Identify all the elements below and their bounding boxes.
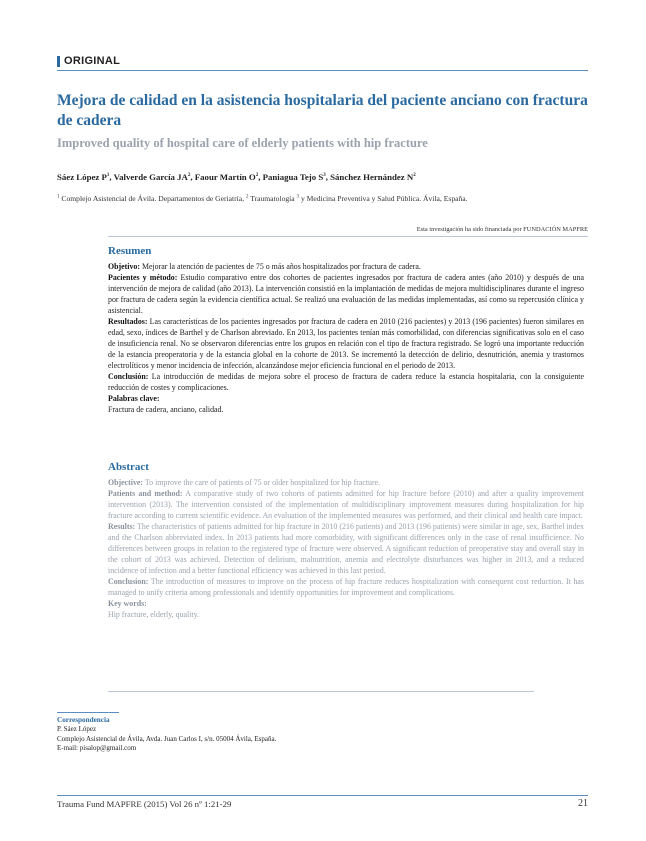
journal-citation: Trauma Fund MAPFRE (2015) Vol 26 nº 1:21-29: [57, 799, 232, 809]
correspondence: [57, 716, 276, 754]
resumen-pacientes-label: Pacientes y método:: [108, 273, 178, 282]
section-label: [57, 55, 120, 67]
correspondence-name: P. Sáez López: [57, 725, 97, 734]
funding-divider: [108, 236, 588, 237]
abstract-objective-text: To improve the care of patients of 75 or older hospitalized for hip fracture.: [143, 478, 381, 487]
header-divider: [57, 70, 588, 71]
resumen-resultados: [108, 316, 584, 371]
affiliation-mark: 1: [57, 194, 60, 200]
resumen-keywords-label: Palabras clave:: [108, 394, 160, 403]
abstract-keywords: Hip fracture, elderly, quality.: [108, 610, 199, 619]
author-name: Sáez López P: [57, 172, 107, 182]
resumen-objetivo-label: Objetivo:: [108, 262, 140, 271]
section-marker: [57, 56, 60, 67]
resumen-objetivo: [108, 261, 584, 272]
author-name: Sánchez Hernández N: [330, 172, 414, 182]
author-name: Valverde García JA: [113, 172, 188, 182]
resumen-pacientes: [108, 272, 584, 316]
abstract-patients-label: Patients and method:: [108, 489, 183, 498]
abstract-patients: [108, 488, 584, 521]
resumen-resultados-label: Resultados:: [108, 317, 148, 326]
funding-note: Esta investigación ha sido financiada por FUNDACIÓN MAPFRE: [416, 226, 588, 233]
author-affiliation-mark: 2: [255, 173, 259, 179]
author-affiliation-mark: 3: [323, 173, 326, 179]
affiliation-text: Complejo Asistencial de Ávila. Departamentos de Geriatría,: [61, 194, 245, 203]
affiliation-text: Traumatología: [250, 194, 295, 203]
abstract-divider: [108, 691, 534, 692]
correspondence-title: Correspondencia: [57, 716, 110, 724]
affiliation-text: y Medicina Preventiva y Salud Pública. Ávila, España.: [300, 194, 468, 203]
abstract-results-text: The characteristics of patients admitted for hip fracture in 2010 (216 patients) and 2013 (196 patients) were similar in age, sex, Barthel index and the Charlson abbreviated index. In 2013 patients had more comorbidity, with significant differences only in the case of renal insufficience. No differences between groups in relation to the registered type of fracture were observed. A significant reduction of preoperative stay and overall stay in the cohort of 2013 was achieved. Detection of delirium, malnutrition, anemia and electrolyte disturbances was higher in 2013, and a reduced incidence of infection and a better functional efficiency was achieved in this last period.: [108, 522, 584, 575]
correspondence-divider: [57, 712, 119, 713]
abstract-patients-text: A comparative study of two cohorts of patients admitted for hip fracture before (2010) and after a quality improvement intervention (2013). The intervention consisted of the implementation of multidisciplinary improvement measures during hospitalization for hip fracture according to current scientific evidence. An evaluation of the implemented measures was performed, and their clinical and health care impact.: [108, 489, 584, 520]
abstract-body: [108, 477, 584, 620]
author-list: Sáez López $P^1$, Valverde García $JA^2$, Faour Martín $O^2$, Paniagua Tejo $S^3$, Sánchez Hernández $N^2$: [57, 172, 416, 182]
resumen-keywords: Fractura de cadera, anciano, calidad.: [108, 405, 224, 414]
article-title: Mejora de calidad en la asistencia hospitalaria del paciente anciano con fractura de cadera: [57, 92, 588, 129]
correspondence-email: E-mail: pisalop@gmail.com: [57, 744, 137, 753]
abstract-objective-label: Objective:: [108, 478, 144, 487]
author-name: Paniagua Tejo S: [262, 172, 324, 182]
resumen-conclusion-label: Conclusión:: [108, 372, 149, 381]
author-affiliation-mark: 2: [187, 173, 191, 179]
resumen-resultados-text: Las características de los pacientes ingresados por fractura de cadera en 2010 (216 pacientes) y 2013 (196 pacientes) fueron similares en edad, sexo, índices de Barthel y de Charlson abreviado. En 2013, los pacientes tenían más comorbilidad, con diferencias significativas solo en el caso de insuficiencia renal. No se observaron diferencias entre los grupos en relación con el tipo de fractura registrado. Se logró una importante reducción de la estancia preoperatoria y de la estancia global en la cohorte de 2013. Se incrementó la detección de delirio, desnutrición, anemia y trastornos electrolíticos y menor incidencia de infección, alcanzándose mejor eficiencia funcional en el periodo de 2013.: [108, 317, 584, 370]
resumen-body: [108, 261, 584, 415]
abstract-results-label: Results:: [108, 522, 136, 531]
abstract-conclusion-text: The introduction of measures to improve on the process of hip fracture reduces hospitalization with consequent cost reduction. It has managed to unify criteria among professionals and identify opportunities for improvement and complications.: [108, 577, 584, 597]
affiliation-mark: 3: [296, 194, 300, 200]
article-title-english: Improved quality of hospital care of elderly patients with hip fracture: [57, 136, 428, 150]
author-name: Faour Martín O: [194, 172, 256, 182]
abstract-keywords-label: Key words:: [108, 599, 147, 608]
section-text: ORIGINAL: [64, 55, 121, 67]
correspondence-address: Complejo Asistencial de Ávila, Avda. Juan Carlos I, s/n. 05004 Ávila, España.: [57, 734, 277, 743]
abstract-objective: [108, 477, 584, 488]
abstract-heading: Abstract: [108, 461, 149, 473]
author-affiliation-mark: 2: [413, 173, 416, 179]
footer-divider: [57, 795, 588, 796]
page-number: 21: [578, 798, 588, 809]
author-affiliation-mark: 1: [106, 173, 110, 179]
abstract-conclusion-label: Conclusion:: [108, 577, 149, 586]
resumen-pacientes-text: Estudio comparativo entre dos cohortes de pacientes ingresados por fractura de cadera antes (año 2010) y después de una intervención de mejora de calidad (año 2013). La intervención consistió en la implantación de medidas de mejora multidisciplinares durante el ingreso por fractura de cadera según la evidencia científica actual. Se realizó una evaluación de las medidas implementadas, así como su repercusión clínica y asistencial.: [108, 273, 584, 315]
abstract-results: [108, 521, 584, 576]
resumen-conclusion-text: La introducción de medidas de mejora sobre el proceso de fractura de cadera reduce la estancia hospitalaria, con la consiguiente reducción de costes y complicaciones.: [108, 372, 584, 392]
resumen-conclusion: [108, 371, 584, 393]
affiliations: [57, 194, 592, 203]
abstract-conclusion: [108, 576, 584, 598]
resumen-objetivo-text: Mejorar la atención de pacientes de 75 o más años hospitalizados por fractura de cadera.: [140, 262, 421, 271]
affiliation-mark: 2: [245, 194, 249, 200]
resumen-heading: Resumen: [108, 245, 152, 257]
